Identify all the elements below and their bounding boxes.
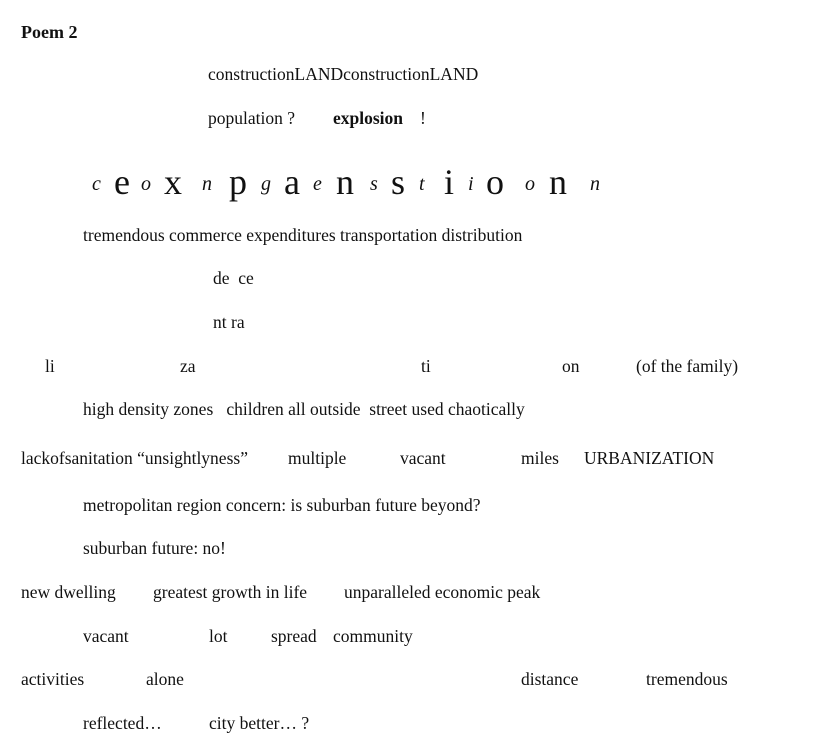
fragment-text: new dwelling bbox=[21, 582, 116, 602]
fragment-text: multiple bbox=[288, 448, 347, 468]
poem-line-de-ce: de ce bbox=[213, 268, 254, 288]
fragment-text: miles bbox=[521, 448, 559, 468]
fragment-text: URBANIZATION bbox=[584, 448, 715, 468]
poem-line-construction-land: constructionLANDconstructionLAND bbox=[208, 64, 479, 84]
fragment-text: tremendous bbox=[646, 669, 728, 689]
fragment-text: alone bbox=[146, 669, 184, 689]
fragment-text: unparalleled economic peak bbox=[344, 582, 541, 602]
fragment-text: spread bbox=[271, 626, 317, 646]
fragment-text: li bbox=[45, 356, 55, 376]
fragment-text: distance bbox=[521, 669, 579, 689]
congestion-letter: n bbox=[202, 173, 212, 195]
congestion-letter: t bbox=[419, 173, 425, 195]
expansion-letter: x bbox=[164, 162, 182, 202]
fragment-text: city better… ? bbox=[209, 713, 310, 733]
fragment-text: community bbox=[333, 626, 413, 646]
poem-line-suburban-future: suburban future: no! bbox=[83, 538, 226, 558]
fragment-text: on bbox=[562, 356, 580, 376]
expansion-letter: e bbox=[114, 162, 130, 202]
expansion-letter: n bbox=[549, 162, 567, 202]
expansion-letter: n bbox=[336, 162, 354, 202]
expansion-letter: i bbox=[444, 162, 455, 202]
poem-title: Poem 2 bbox=[21, 22, 78, 42]
expansion-letter: o bbox=[486, 162, 504, 202]
poem-line-high-density: high density zones children all outside street used chaotically bbox=[83, 399, 525, 419]
fragment-text: za bbox=[180, 356, 196, 376]
fragment-text: greatest growth in life bbox=[153, 582, 308, 602]
fragment-text: vacant bbox=[83, 626, 129, 646]
poem-line-metropolitan: metropolitan region concern: is suburban future beyond? bbox=[83, 495, 481, 515]
population-text: population ? bbox=[208, 108, 295, 128]
fragment-text: activities bbox=[21, 669, 85, 689]
fragment-text: reflected… bbox=[83, 713, 162, 733]
fragment-text: vacant bbox=[400, 448, 446, 468]
congestion-letter: i bbox=[468, 173, 474, 195]
fragment-text: lackofsanitation “unsightlyness” bbox=[21, 448, 248, 468]
congestion-letter: o bbox=[141, 173, 151, 195]
fragment-text: (of the family) bbox=[636, 356, 739, 376]
congestion-letter: o bbox=[525, 173, 535, 195]
congestion-letter: c bbox=[92, 173, 101, 195]
fragment-text: ti bbox=[421, 356, 431, 376]
congestion-letter: s bbox=[370, 173, 378, 195]
expansion-letter: p bbox=[229, 162, 247, 202]
congestion-letter: n bbox=[590, 173, 600, 195]
fragment-text: lot bbox=[209, 626, 228, 646]
explosion-text: explosion bbox=[333, 108, 404, 128]
poem-line-tremendous-commerce: tremendous commerce expenditures transportation distribution bbox=[83, 225, 523, 245]
poem-line-nt-ra: nt ra bbox=[213, 312, 245, 332]
expansion-letter: a bbox=[284, 162, 300, 202]
congestion-letter: g bbox=[261, 173, 271, 195]
exclamation-text: ! bbox=[420, 108, 426, 128]
expansion-letter: s bbox=[391, 162, 406, 202]
congestion-letter: e bbox=[313, 173, 322, 195]
